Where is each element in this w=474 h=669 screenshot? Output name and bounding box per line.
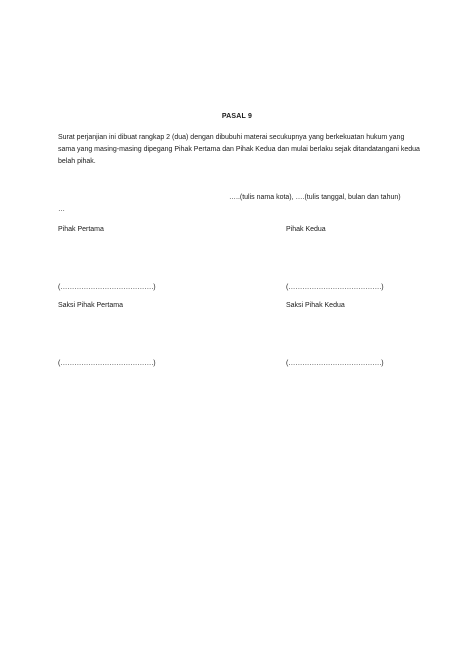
party2-signature-line: (………………………………….): [286, 284, 384, 291]
section-title: PASAL 9: [221, 113, 253, 120]
witness2-label: Saksi Pihak Kedua: [286, 302, 345, 309]
witness1-label: Saksi Pihak Pertama: [58, 302, 123, 309]
place-date-line: …..(tulis nama kota), ….(tulis tanggal, bulan dan tahun): [229, 194, 401, 201]
witness2-signature-line: (………………………………….): [286, 360, 384, 367]
agreement-paragraph: Surat perjanjian ini dibuat rangkap 2 (dua) dengan dibubuhi materai secukupnya yang berkekuatan hukum yang sama yang masing-masing dipegang Pihak Pertama dan Pihak Kedua dan mulai berlaku sejak ditandatangani kedua belah pihak.: [58, 134, 420, 165]
party2-label: Pihak Kedua: [286, 226, 326, 233]
party1-label: Pihak Pertama: [58, 226, 104, 233]
party1-signature-line: (………………………………….): [58, 284, 156, 291]
ellipsis-text: …: [58, 206, 65, 213]
witness1-signature-line: (………………………………….): [58, 360, 156, 367]
